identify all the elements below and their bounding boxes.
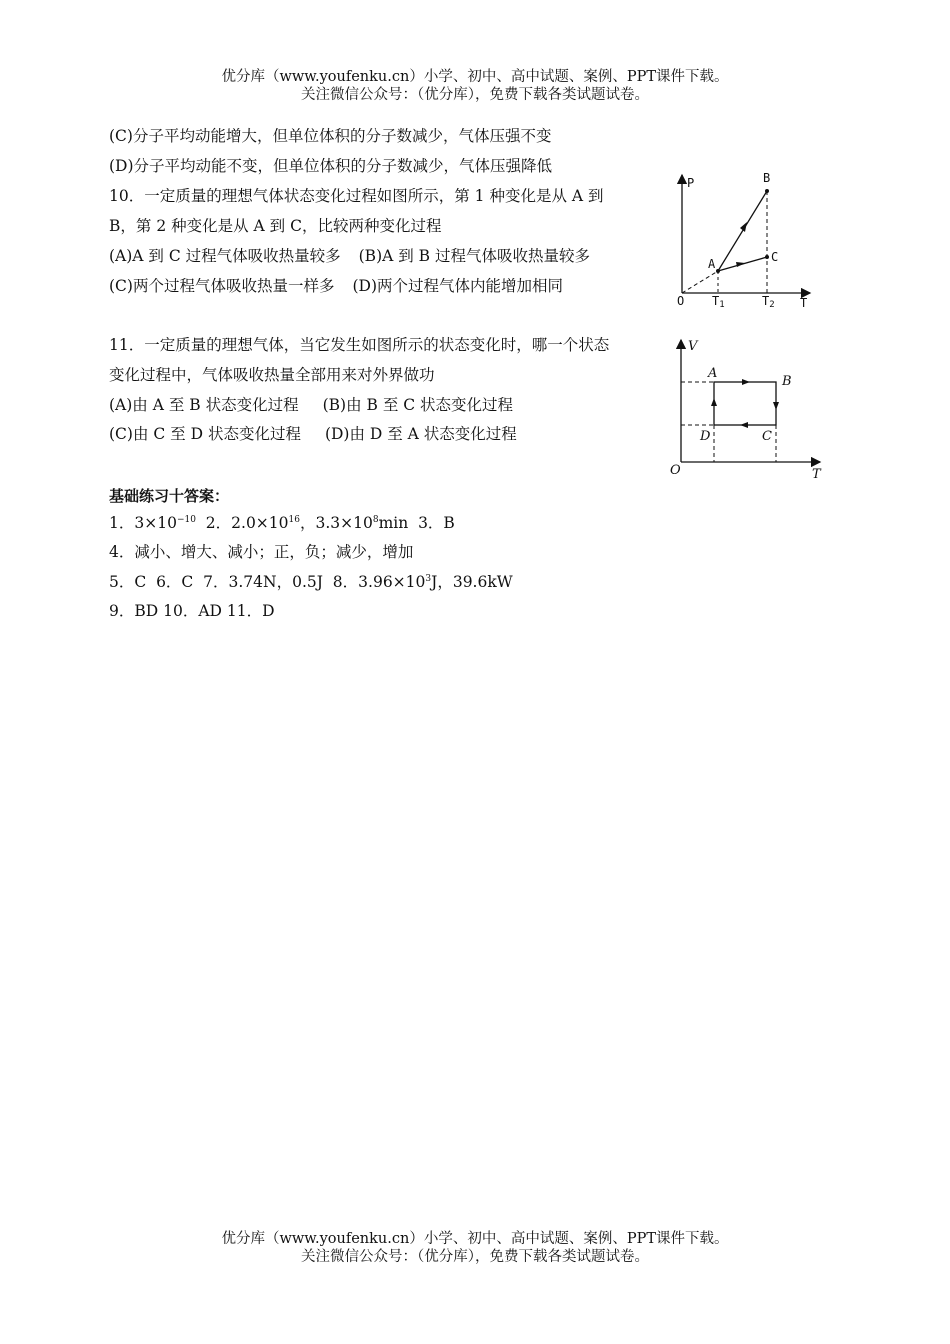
q10-pt-diagram	[668, 165, 818, 315]
q9-option-c: (C)分子平均动能增大，但单位体积的分子数减少，气体压强不变	[109, 127, 552, 145]
q10-point-a-label: A	[708, 257, 716, 271]
q10-arrow-a-to-b	[740, 222, 747, 232]
page-footer	[0, 1230, 950, 1266]
q10-stem-line-1: 10．一定质量的理想气体状态变化过程如图所示，第 1 种变化是从 A 到	[109, 187, 604, 205]
q10-point-c-dot	[765, 255, 769, 259]
q11-point-b-label: B	[782, 374, 792, 389]
answers-line-2: 4．减小、增大、减小；正，负；减少，增加	[109, 543, 414, 561]
q11-origin-label: O	[670, 463, 681, 478]
q11-point-c-label: C	[762, 429, 772, 444]
q10-options-row-1	[109, 246, 590, 266]
q10-stem-line-2: B，第 2 种变化是从 A 到 C，比较两种变化过程	[109, 217, 442, 235]
answers-title: 基础练习十答案：	[109, 487, 230, 505]
header-line-2: 关注微信公众号：（优分库），免费下载各类试题试卷。	[301, 87, 649, 103]
q11-point-a-label: A	[708, 366, 718, 381]
q11-stem-line-2: 变化过程中，气体吸收热量全部用来对外界做功	[109, 366, 435, 384]
q10-origin-dashed-line	[682, 271, 718, 293]
q10-option-c: (C)两个过程气体吸收热量一样多	[109, 277, 335, 295]
answers-line-4: 9．BD 10．AD 11．D	[109, 602, 275, 620]
header-line-1: 优分库（www.youfenku.cn）小学、初中、高中试题、案例、PPT课件下载。	[221, 69, 729, 85]
q10-x-axis-label: T	[800, 296, 808, 310]
q11-arrow-d-to-a	[711, 398, 717, 406]
q11-options-row-1	[109, 395, 513, 415]
q10-origin-label: O	[677, 294, 685, 308]
q11-x-axis-label: T	[812, 467, 821, 482]
q11-y-axis-label: V	[688, 339, 698, 354]
q10-arrow-a-to-c	[736, 262, 745, 267]
answers-line-3: 5．C 6．C 7．3.74N，0.5J 8．$3.96\times 10^3J$，39.6kW	[109, 573, 513, 591]
q10-point-b-dot	[765, 189, 769, 193]
q11-arrow-b-to-c	[773, 402, 779, 410]
q10-tick-t1-label: T1	[712, 294, 725, 310]
q11-cycle-rectangle	[714, 382, 776, 425]
q10-option-d: (D)两个过程气体内能增加相同	[352, 277, 563, 295]
q11-option-d: (D)由 D 至 A 状态变化过程	[324, 425, 517, 443]
q10-option-b: (B)A 到 B 过程气体吸收热量较多	[358, 247, 590, 265]
q11-arrow-c-to-d	[740, 422, 748, 428]
q10-y-axis-label: P	[687, 176, 695, 190]
q11-point-d-label: D	[700, 429, 711, 444]
q11-stem-line-1: 11．一定质量的理想气体，当它发生如图所示的状态变化时，哪一个状态	[109, 336, 610, 354]
q10-point-a-dot	[716, 269, 720, 273]
q10-tick-t2-label: T2	[762, 294, 775, 310]
q11-option-a: (A)由 A 至 B 状态变化过程	[109, 396, 299, 414]
q9-option-d: (D)分子平均动能不变，但单位体积的分子数减少，气体压强降低	[109, 157, 553, 175]
q11-arrow-a-to-b	[742, 379, 750, 385]
q11-options-row-2	[109, 424, 517, 444]
q10-options-row-2	[109, 276, 563, 296]
footer-line-2: 关注微信公众号：（优分库），免费下载各类试题试卷。	[301, 1249, 649, 1265]
q11-option-b: (B)由 B 至 C 状态变化过程	[322, 396, 514, 414]
answers-line-1: 1．$3\times 10^{-10}$ 2．$2.0\times 10^{16}$，$3.3\times 10^8\min$ 3．B	[109, 514, 455, 532]
q10-option-a: (A)A 到 C 过程气体吸收热量较多	[109, 247, 341, 265]
q11-vt-diagram	[664, 334, 830, 484]
q10-point-b-label: B	[763, 171, 771, 185]
q11-option-c: (C)由 C 至 D 状态变化过程	[109, 425, 301, 443]
footer-line-1: 优分库（www.youfenku.cn）小学、初中、高中试题、案例、PPT课件下载。	[221, 1231, 729, 1247]
page-header	[0, 68, 950, 104]
q10-point-c-label: C	[771, 250, 779, 264]
